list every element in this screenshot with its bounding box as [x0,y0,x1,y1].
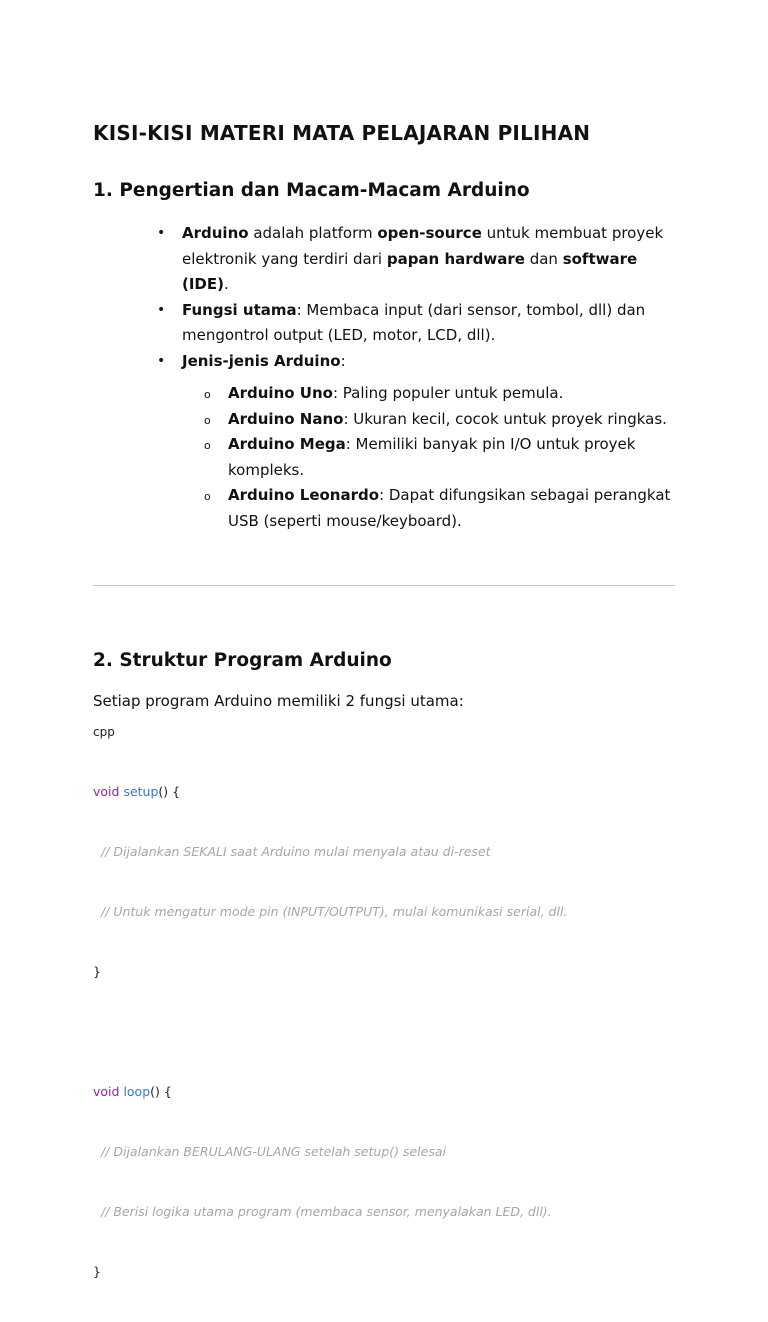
code-language-label: cpp [93,725,115,739]
code-line: // Untuk mengatur mode pin (INPUT/OUTPUT), mulai komunikasi serial, dll. [93,904,568,919]
circle-bullet-icon: o [204,439,211,452]
code-line: void loop() { [93,1084,172,1099]
document-title: KISI-KISI MATERI MATA PELAJARAN PILIHAN [93,121,591,145]
code-line-blank [93,1022,567,1042]
list-item-jenis-arduino: • Jenis-jenis Arduino: o Arduino Uno: Paling populer untuk pemula. o Arduino Nano: Ukuran kecil, cocok untuk proyek ringkas. o Arduino Mega: Memiliki banyak pin I/O untuk proyek kompleks. o Arduino Leonardo: Dapat difungsikan sebagai perangkat USB (seperti mouse/keyboard). [182,349,675,535]
bullet-icon: • [157,225,166,241]
code-line: // Berisi logika utama program (membaca sensor, menyalakan LED, dll). [93,1204,552,1219]
arduino-bullet-list [157,221,675,534]
bullet-icon: • [157,352,166,369]
code-line: // Dijalankan SEKALI saat Arduino mulai menyala atau di-reset [93,844,491,859]
circle-bullet-icon: o [204,388,211,401]
sublist-item-arduino-mega: o Arduino Mega: Memiliki banyak pin I/O untuk proyek kompleks. [204,435,636,479]
sublist-item-arduino-uno: o Arduino Uno: Paling populer untuk pemula. [228,381,675,407]
section-2-heading: 2. Struktur Program Arduino [93,650,392,671]
bullet-icon: • [157,301,166,318]
section-1-heading: 1. Pengertian dan Macam-Macam Arduino [93,180,530,201]
list-item-arduino-definition: • Arduino adalah platform open-source untuk membuat proyek elektronik yang terdiri dari papan hardware dan software (IDE). [182,221,675,298]
sublist-item-arduino-nano: o Arduino Nano: Ukuran kecil, cocok untuk proyek ringkas. [228,407,675,433]
sublist-item-arduino-leonardo: o Arduino Leonardo: Dapat difungsikan sebagai perangkat USB (seperti mouse/keyboard). [204,486,671,530]
code-line: // Dijalankan BERULANG-ULANG setelah setup() selesai [93,1144,446,1159]
list-item-fungsi-utama: • Fungsi utama: Membaca input (dari sensor, tombol, dll) dan mengontrol output (LED, motor, LCD, dll). [182,298,675,349]
section-2-intro: Setiap program Arduino memiliki 2 fungsi utama: [93,692,464,710]
code-line: } [93,964,101,979]
horizontal-divider [93,585,675,586]
code-line: } [93,1264,101,1279]
arduino-types-sublist [204,381,675,534]
circle-bullet-icon: o [204,490,211,503]
circle-bullet-icon: o [204,413,211,427]
code-line: void setup() { [93,784,181,799]
code-block [93,742,567,1322]
